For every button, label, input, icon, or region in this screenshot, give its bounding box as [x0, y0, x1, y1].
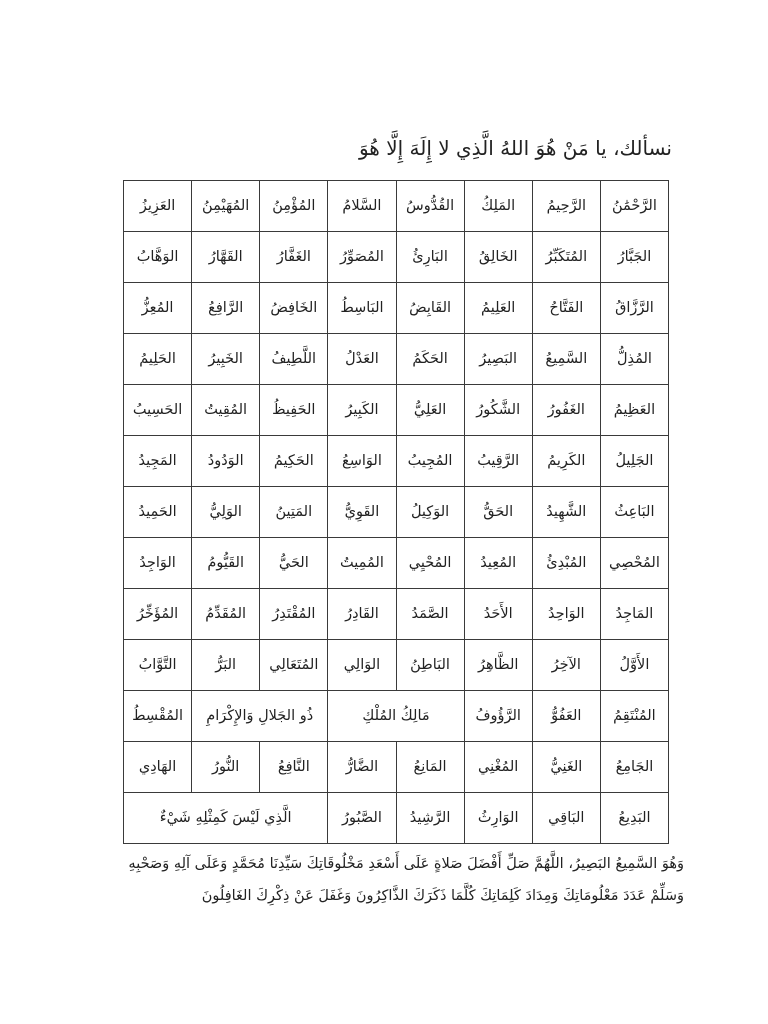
name-cell: الخَبِيرُ [192, 334, 260, 385]
name-cell: القُدُّوسُ [396, 181, 464, 232]
name-cell: الحَسِيبُ [124, 385, 192, 436]
name-cell: الَّذِي لَيْسَ كَمِثْلِهِ شَيْءٌ [124, 793, 328, 844]
name-cell: الرَّؤُوفُ [464, 691, 532, 742]
name-cell: الرَّحِيمُ [532, 181, 600, 232]
name-cell: الشَّهِيدُ [532, 487, 600, 538]
name-cell: الأَحَدُ [464, 589, 532, 640]
name-cell: المُجِيبُ [396, 436, 464, 487]
name-cell: الوَدُودُ [192, 436, 260, 487]
name-cell: القَهَّارُ [192, 232, 260, 283]
name-cell: الصَّمَدُ [396, 589, 464, 640]
name-cell: الكَبِيرُ [328, 385, 396, 436]
name-cell: الوَكِيلُ [396, 487, 464, 538]
name-cell: الغَفَّارُ [260, 232, 328, 283]
name-cell: الخَافِضُ [260, 283, 328, 334]
name-cell: البَاسِطُ [328, 283, 396, 334]
name-cell: المُصَوِّرُ [328, 232, 396, 283]
name-cell: المَلِكُ [464, 181, 532, 232]
name-cell: الغَفُورُ [532, 385, 600, 436]
name-cell: القَابِضُ [396, 283, 464, 334]
name-cell: المُؤَخِّرُ [124, 589, 192, 640]
table-row [124, 691, 669, 742]
name-cell: الصَّبُورُ [328, 793, 396, 844]
name-cell: المُحْيِي [396, 538, 464, 589]
name-cell: الضَّارُّ [328, 742, 396, 793]
table-row [124, 640, 669, 691]
name-cell: السَّمِيعُ [532, 334, 600, 385]
name-cell: القَوِيُّ [328, 487, 396, 538]
name-cell: الحَيُّ [260, 538, 328, 589]
name-cell: الفَتَّاحُ [532, 283, 600, 334]
name-cell: البَاعِثُ [600, 487, 668, 538]
name-cell: النُّورُ [192, 742, 260, 793]
name-cell: الرَّشِيدُ [396, 793, 464, 844]
name-cell: الخَالِقُ [464, 232, 532, 283]
table-row [124, 232, 669, 283]
name-cell: المَانِعُ [396, 742, 464, 793]
name-cell: الكَرِيمُ [532, 436, 600, 487]
names-table-body [124, 181, 669, 844]
name-cell: الرَّقِيبُ [464, 436, 532, 487]
name-cell: الحَفِيظُ [260, 385, 328, 436]
divine-names-table [123, 180, 669, 844]
name-cell: المُهَيْمِنُ [192, 181, 260, 232]
name-cell: القَادِرُ [328, 589, 396, 640]
name-cell: المُتَعَالِي [260, 640, 328, 691]
name-cell: السَّلامُ [328, 181, 396, 232]
name-cell: العَظِيمُ [600, 385, 668, 436]
table-row [124, 436, 669, 487]
name-cell: التَّوَّابُ [124, 640, 192, 691]
name-cell: المُتَكَبِّرُ [532, 232, 600, 283]
name-cell: المُمِيتُ [328, 538, 396, 589]
table-row [124, 181, 669, 232]
name-cell: الآخِرُ [532, 640, 600, 691]
name-cell: الحَقُّ [464, 487, 532, 538]
name-cell: البَاطِنُ [396, 640, 464, 691]
name-cell: الحَكَمُ [396, 334, 464, 385]
name-cell: المُقْتَدِرُ [260, 589, 328, 640]
name-cell: البَصِيرُ [464, 334, 532, 385]
table-row [124, 334, 669, 385]
table-row [124, 742, 669, 793]
name-cell: العَزِيزُ [124, 181, 192, 232]
name-cell: المُبْدِئُ [532, 538, 600, 589]
name-cell: العَلِيُّ [396, 385, 464, 436]
name-cell: العَدْلُ [328, 334, 396, 385]
name-cell: البَدِيعُ [600, 793, 668, 844]
closing-prayer-line-1: وَهُوَ السَّمِيعُ البَصِيرُ، اللَّهُمَّ صَلِّ أَفْضَلَ صَلاةٍ عَلَى أَسْعَدِ مَخْلُوقَاتِكَ سَيِّدِنَا مُحَمَّدٍ وَعَلَى آلِهِ وَصَحْبِهِ [128, 856, 684, 872]
name-cell: الوَالِي [328, 640, 396, 691]
table-row [124, 385, 669, 436]
name-cell: النَّافِعُ [260, 742, 328, 793]
name-cell: الشَّكُورُ [464, 385, 532, 436]
invocation-heading: نسألك، يا مَنْ هُوَ اللهُ الَّذِي لا إِلَهَ إِلَّا هُوَ [358, 136, 672, 160]
name-cell: البَارِئُ [396, 232, 464, 283]
name-cell: المُقَدِّمُ [192, 589, 260, 640]
name-cell: الرَّافِعُ [192, 283, 260, 334]
name-cell: ذُو الجَلالِ وَالإِكْرَامِ [192, 691, 328, 742]
name-cell: الوَاسِعُ [328, 436, 396, 487]
name-cell: الرَّحْمَٰنُ [600, 181, 668, 232]
name-cell: العَلِيمُ [464, 283, 532, 334]
name-cell: الحَكِيمُ [260, 436, 328, 487]
name-cell: الجَلِيلُ [600, 436, 668, 487]
name-cell: الوَارِثُ [464, 793, 532, 844]
name-cell: الوَهَّابُ [124, 232, 192, 283]
name-cell: المُنْتَقِمُ [600, 691, 668, 742]
name-cell: القَيُّومُ [192, 538, 260, 589]
name-cell: المُقْسِطُ [124, 691, 192, 742]
name-cell: المُعِزُّ [124, 283, 192, 334]
name-cell: الجَامِعُ [600, 742, 668, 793]
name-cell: الجَبَّارُ [600, 232, 668, 283]
closing-prayer [84, 848, 684, 912]
name-cell: الظَّاهِرُ [464, 640, 532, 691]
table-row [124, 538, 669, 589]
name-cell: المُقِيتُ [192, 385, 260, 436]
name-cell: المُذِلُّ [600, 334, 668, 385]
name-cell: المُغْنِي [464, 742, 532, 793]
name-cell: المَاجِدُ [600, 589, 668, 640]
name-cell: الهَادِي [124, 742, 192, 793]
name-cell: العَفُوُّ [532, 691, 600, 742]
name-cell: اللَّطِيفُ [260, 334, 328, 385]
table-row [124, 793, 669, 844]
name-cell: الحَلِيمُ [124, 334, 192, 385]
name-cell: الغَنِيُّ [532, 742, 600, 793]
table-row [124, 589, 669, 640]
name-cell: البَرُّ [192, 640, 260, 691]
name-cell: المُعِيدُ [464, 538, 532, 589]
table-row [124, 283, 669, 334]
name-cell: البَاقِي [532, 793, 600, 844]
name-cell: الوَلِيُّ [192, 487, 260, 538]
name-cell: الحَمِيدُ [124, 487, 192, 538]
name-cell: الأَوَّلُ [600, 640, 668, 691]
name-cell: مَالِكُ المُلْكِ [328, 691, 464, 742]
closing-prayer-line-2: وَسَلِّمْ عَدَدَ مَعْلُومَاتِكَ وَمِدَادَ كَلِمَاتِكَ كُلَّمَا ذَكَرَكَ الذَّاكِرُونَ وَغَفَلَ عَنْ ذِكْرِكَ الغَافِلُونَ [201, 888, 684, 904]
name-cell: الرَّزَّاقُ [600, 283, 668, 334]
name-cell: الوَاجِدُ [124, 538, 192, 589]
name-cell: المُؤْمِنُ [260, 181, 328, 232]
name-cell: الوَاحِدُ [532, 589, 600, 640]
table-row [124, 487, 669, 538]
name-cell: المَجِيدُ [124, 436, 192, 487]
name-cell: المُحْصِي [600, 538, 668, 589]
name-cell: المَتِينُ [260, 487, 328, 538]
